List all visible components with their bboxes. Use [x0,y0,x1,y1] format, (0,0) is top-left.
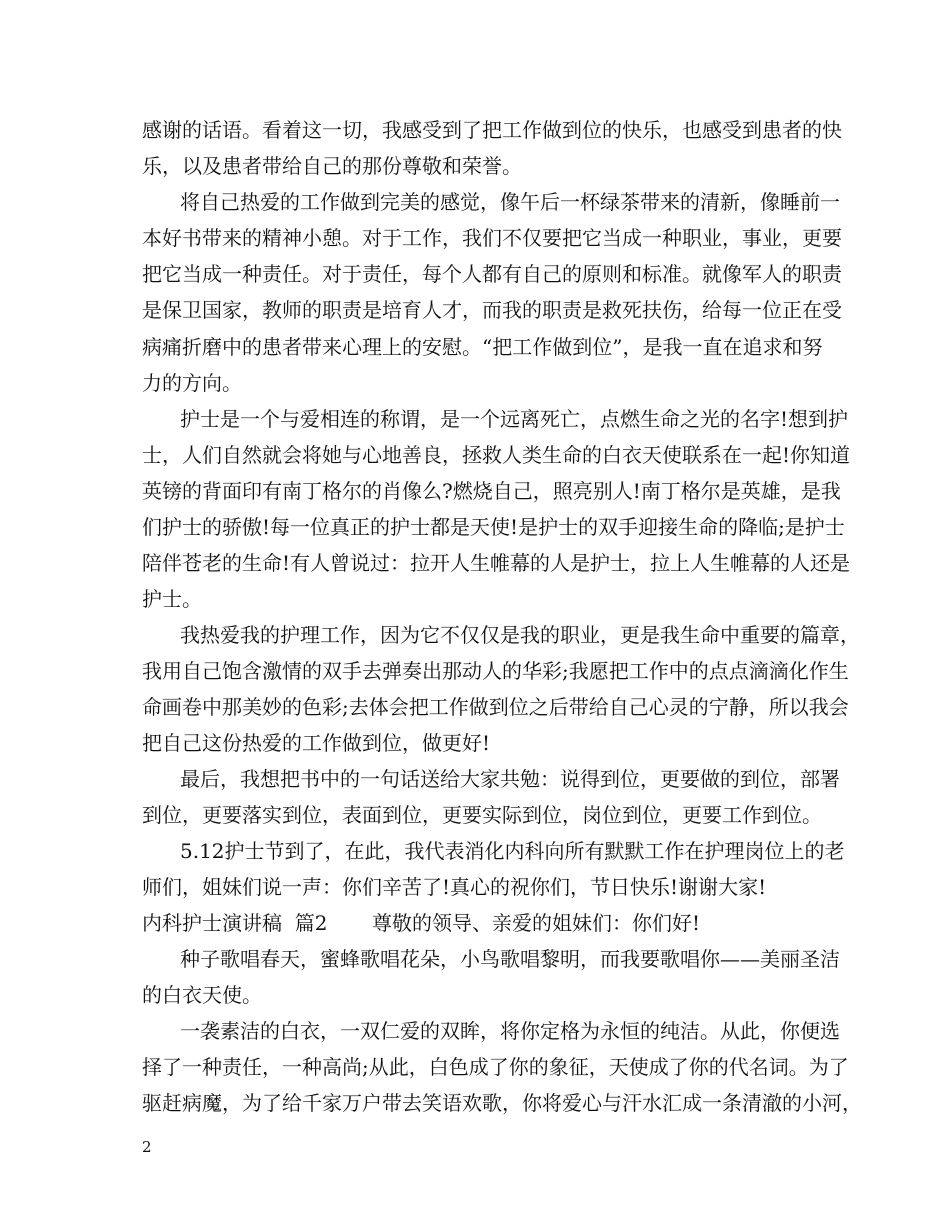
text-line: 最后，我想把书中的一句话送给大家共勉：说得到位，更要做的到位，部署 [180,767,840,791]
text-line: 力的方向。 [142,371,242,395]
page-number: 2 [142,1138,152,1156]
section-heading-line: 内科护士演讲稿 篇2 尊敬的领导、亲爱的姐妹们：你们好! [142,911,700,935]
text-line: 择了一种责任，一种高尚;从此，白色成了你的象征，天使成了你的代名词。为了 [142,1055,849,1079]
text-line: 一袭素洁的白衣，一双仁爱的双眸，将你定格为永恒的纯洁。从此，你便选 [180,1019,840,1043]
text-line: 是保卫国家，教师的职责是培育人才，而我的职责是救死扶伤，给每一位正在受 [142,298,842,322]
text-line: 种子歌唱春天，蜜蜂歌唱花朵，小鸟歌唱黎明，而我要歌唱你——美丽圣洁 [180,947,840,971]
text-line: 我用自己饱含激情的双手去弹奏出那动人的华彩;我愿把工作中的点点滴滴化作生 [142,659,849,683]
text-line: 将自己热爱的工作做到完美的感觉，像午后一杯绿茶带来的清新，像睡前一 [180,190,840,214]
text-line: 士，人们自然就会将她与心地善良，拯救人类生命的白衣天使联系在一起!你知道 [142,443,851,467]
text-line: 本好书带来的精神小憩。对于工作，我们不仅要把它当成一种职业，事业，更要 [142,226,842,250]
text-line: 感谢的话语。看着这一切，我感受到了把工作做到位的快乐，也感受到患者的快 [142,118,842,142]
text-line: 们护士的骄傲!每一位真正的护士都是天使!是护士的双手迎接生命的降临;是护士 [142,515,845,539]
text-line: 乐，以及患者带给自己的那份尊敬和荣誉。 [142,154,522,178]
text-line: 护士是一个与爱相连的称谓，是一个远离死亡，点燃生命之光的名字!想到护 [180,407,849,431]
text-line: 师们，姐妹们说一声：你们辛苦了!真心的祝你们，节日快乐!谢谢大家! [142,875,767,899]
text-line: 把自己这份热爱的工作做到位，做更好! [142,731,491,755]
text-line: 我热爱我的护理工作，因为它不仅仅是我的职业，更是我生命中重要的篇章， [180,623,860,647]
text-line: 陪伴苍老的生命!有人曾说过：拉开人生帷幕的人是护士，拉上人生帷幕的人还是 [142,551,851,575]
text-line: 病痛折磨中的患者带来心理上的安慰。“把工作做到位”，是我一直在追求和努 [142,335,823,359]
text-line: 的白衣天使。 [142,983,262,1007]
text-line: 英镑的背面印有南丁格尔的肖像么?燃烧自己，照亮别人!南丁格尔是英雄，是我 [142,479,841,503]
text-line: 到位，更要落实到位，表面到位，更要实际到位，岗位到位，更要工作到位。 [142,803,822,827]
text-line: 护士。 [142,587,202,611]
text-line: 驱赶病魔，为了给千家万户带去笑语欢歌，你将爱心与汗水汇成一条清澈的小河， [142,1091,862,1115]
text-line: 命画卷中那美妙的色彩;去体会把工作做到位之后带给自己心灵的宁静，所以我会 [142,695,849,719]
text-line: 5.12护士节到了，在此，我代表消化内科向所有默默工作在护理岗位上的老 [180,839,845,863]
text-line: 把它当成一种责任。对于责任，每个人都有自己的原则和标准。就像军人的职责 [142,262,842,286]
